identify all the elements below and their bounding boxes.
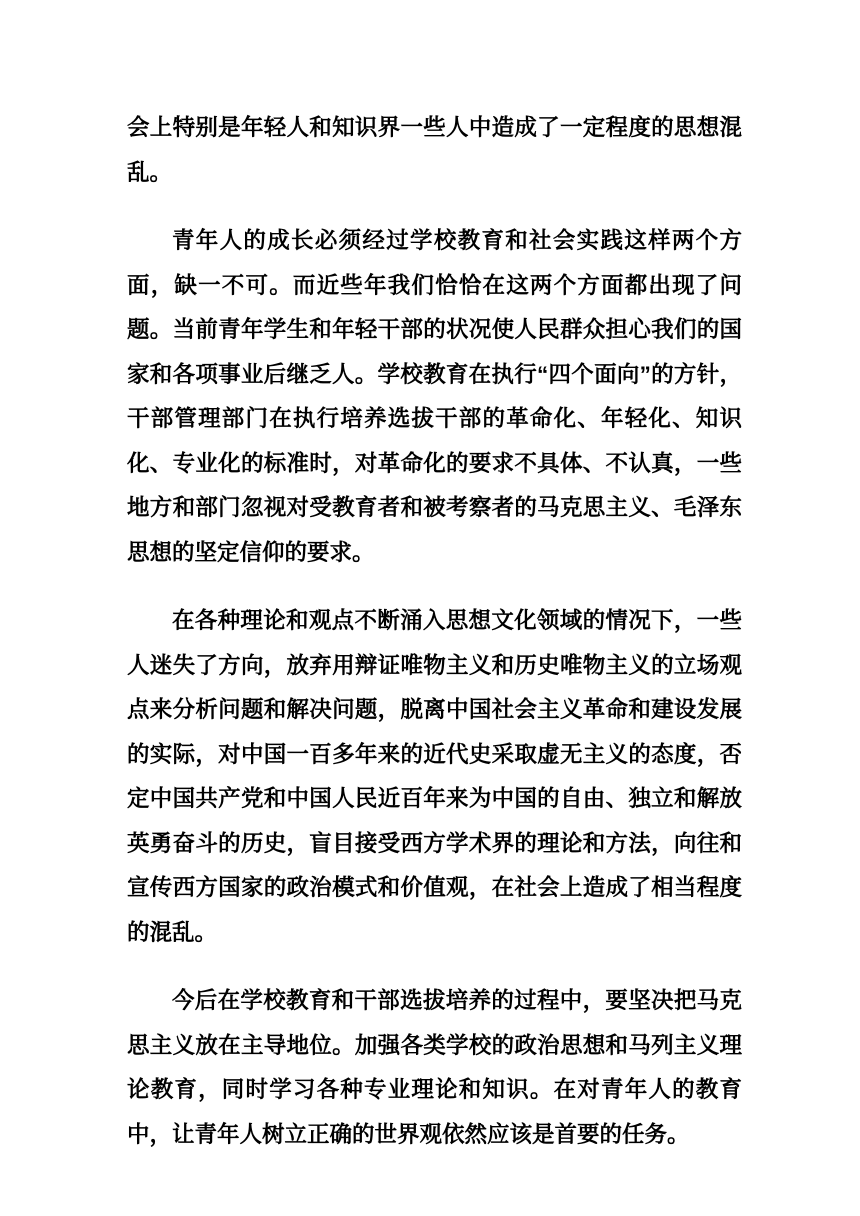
paragraph: 青年人的成长必须经过学校教育和社会实践这样两个方面，缺一不可。而近些年我们恰恰在这两个方面都出现了问题。当前青年学生和年轻干部的状况使人民群众担心我们的国家和各项事业后继乏人。学校教育在执行“四个面向”的方针，干部管理部门在执行培养选拔干部的革命化、年轻化、知识化、专业化的标准时，对革命化的要求不具体、不认真，一些地方和部门忽视对受教育者和被考察者的马克思主义、毛泽东思想的坚定信仰的要求。 <box>127 228 742 565</box>
text-block <box>127 106 742 1157</box>
paragraph: 今后在学校教育和干部选拔培养的过程中，要坚决把马克思主义放在主导地位。加强各类学校的政治思想和马列主义理论教育，同时学习各种专业理论和知识。在对青年人的教育中，让青年人树立正确的世界观依然应该是首要的任务。 <box>127 988 742 1147</box>
paragraph: 会上特别是年轻人和知识界一些人中造成了一定程度的思想混乱。 <box>127 115 742 185</box>
paragraph: 在各种理论和观点不断涌入思想文化领域的情况下，一些人迷失了方向，放弃用辩证唯物主义和历史唯物主义的立场观点来分析问题和解决问题，脱离中国社会主义革命和建设发展的实际，对中国一百多年来的近代史采取虚无主义的态度，否定中国共产党和中国人民近百年来为中国的自由、独立和解放英勇奋斗的历史，盲目接受西方学术界的理论和方法，向往和宣传西方国家的政治模式和价值观，在社会上造成了相当程度的混乱。 <box>127 608 742 945</box>
